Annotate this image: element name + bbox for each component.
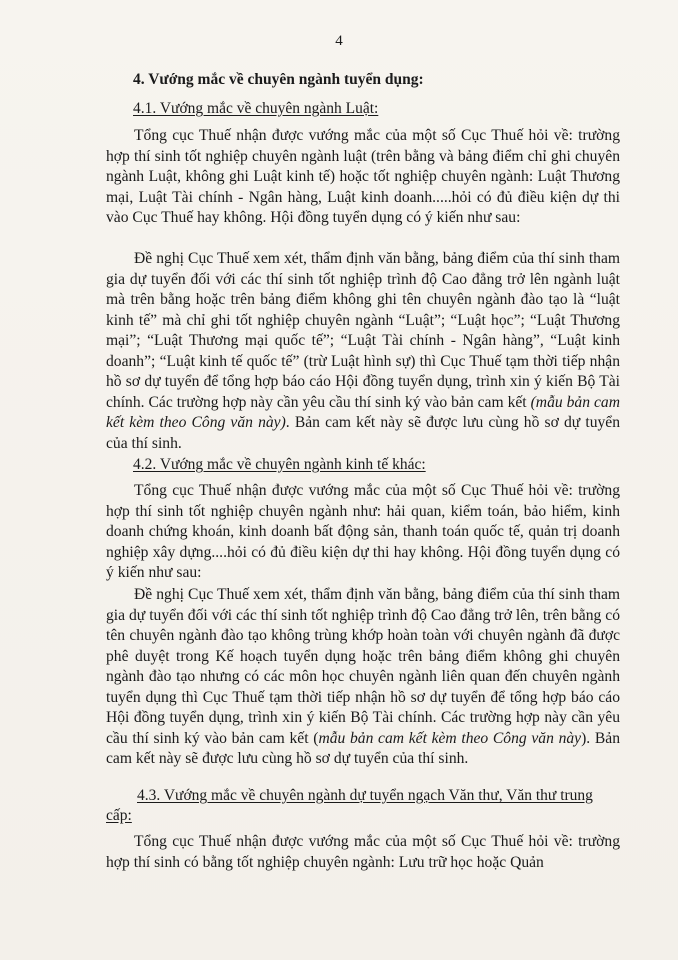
paragraph-4-1-answer bbox=[106, 249, 620, 454]
subsection-heading-4-3-line2: cấp: bbox=[106, 807, 132, 824]
paragraph-4-2-answer-italic: mẫu bản cam kết kèm theo Công văn này bbox=[318, 729, 582, 747]
subsection-heading-4-1: 4.1. Vướng mắc về chuyên ngành Luật: bbox=[133, 100, 379, 117]
paragraph-4-2-answer-text: Đề nghị Cục Thuế xem xét, thẩm định văn bằng, bảng điểm của thí sinh tham gia dự tuyển đối với các thí sinh tốt nghiệp trình độ Cao đẳng trở lên, trên bằng có tên chuyên ngành đào tạo không trùng khớp hoàn toàn với chuyên ngành đã được phê duyệt trong Kế hoạch tuyển dụng hoặc trên bảng điểm không ghi chuyên ngành đào tạo nhưng có các môn học chuyên ngành liên quan đến chuyên ngành tuyển dụng thì Cục Thuế tạm thời tiếp nhận hồ sơ dự tuyển để tổng hợp báo cáo Hội đồng tuyển dụng, trình xin ý kiến Bộ Tài chính. Các trường hợp này cần yêu cầu thí sinh ký vào bản cam kết ( bbox=[106, 586, 620, 747]
subsection-heading-4-2: 4.2. Vướng mắc về chuyên ngành kinh tế khác: bbox=[133, 456, 426, 473]
paragraph-4-2-answer bbox=[106, 585, 620, 770]
section-heading: 4. Vướng mắc về chuyên ngành tuyển dụng: bbox=[133, 71, 424, 88]
paragraph-4-1-answer-tail: . Bản cam kết này sẽ được lưu cùng hồ sơ dự tuyển của thí sinh. bbox=[106, 414, 621, 452]
page-number: 4 bbox=[335, 33, 343, 49]
paragraph-4-3-question: Tổng cục Thuế nhận được vướng mắc của một số Cục Thuế hỏi về: trường hợp thí sinh có bằng tốt nghiệp chuyên ngành: Lưu trữ học hoặc Quản bbox=[106, 833, 620, 871]
paragraph-4-1-answer-italic: (mẫu bản cam kết kèm theo Công văn này) bbox=[106, 393, 620, 431]
paragraph-4-2-answer-tail: ). Bản cam kết này sẽ được lưu cùng hồ sơ dự tuyển của thí sinh. bbox=[106, 729, 621, 767]
subsection-heading-4-3-line1: 4.3. Vướng mắc về chuyên ngành dự tuyển ngạch Văn thư, Văn thư trung bbox=[137, 787, 593, 804]
paragraph-4-1-answer-text: Đề nghị Cục Thuế xem xét, thẩm định văn bằng, bảng điểm của thí sinh tham gia dự tuyển đối với các thí sinh tốt nghiệp trình độ Cao đẳng trở lên ngành luật mà trên bằng hoặc trên bảng điểm không ghi tên chuyên ngành đào tạo là “luật kinh tế” mà chỉ ghi tốt nghiệp chuyên ngành “Luật”; “Luật học”; “Luật Thương mại”; “Luật Thương mại quốc tế”; “Luật Tài chính - Ngân hàng”, “Luật kinh doanh”; “Luật kinh tế quốc tế” (trừ Luật hình sự) thì Cục Thuế tạm thời tiếp nhận hồ sơ dự tuyển để tổng hợp báo cáo Hội đồng tuyển dụng, trình xin ý kiến Bộ Tài chính. Các trường hợp này cần yêu cầu thí sinh ký vào bản cam kết bbox=[106, 250, 620, 411]
paragraph-4-1-question: Tổng cục Thuế nhận được vướng mắc của một số Cục Thuế hỏi về: trường hợp thí sinh tốt nghiệp chuyên ngành luật (trên bằng và bảng điểm chỉ ghi chuyên ngành Luật, không ghi Luật kinh tế) hoặc tốt nghiệp chuyên ngành: Luật Thương mại, Luật Tài chính - Ngân hàng, Luật kinh doanh.....hỏi có đủ điều kiện dự thi vào Cục Thuế hay không. Hội đồng tuyển dụng có ý kiến như sau: bbox=[106, 127, 620, 226]
paragraph-4-2-question: Tổng cục Thuế nhận được vướng mắc của một số Cục Thuế hỏi về: trường hợp thí sinh tốt nghiệp chuyên ngành như: hải quan, kiểm toán, bảo hiểm, kinh doanh chứng khoán, kinh doanh bất động sản, thanh toán quốc tế, quản trị doanh nghiệp xây dựng....hỏi có đủ điều kiện dự thi hay không. Hội đồng tuyển dụng có ý kiến như sau: bbox=[106, 482, 620, 581]
